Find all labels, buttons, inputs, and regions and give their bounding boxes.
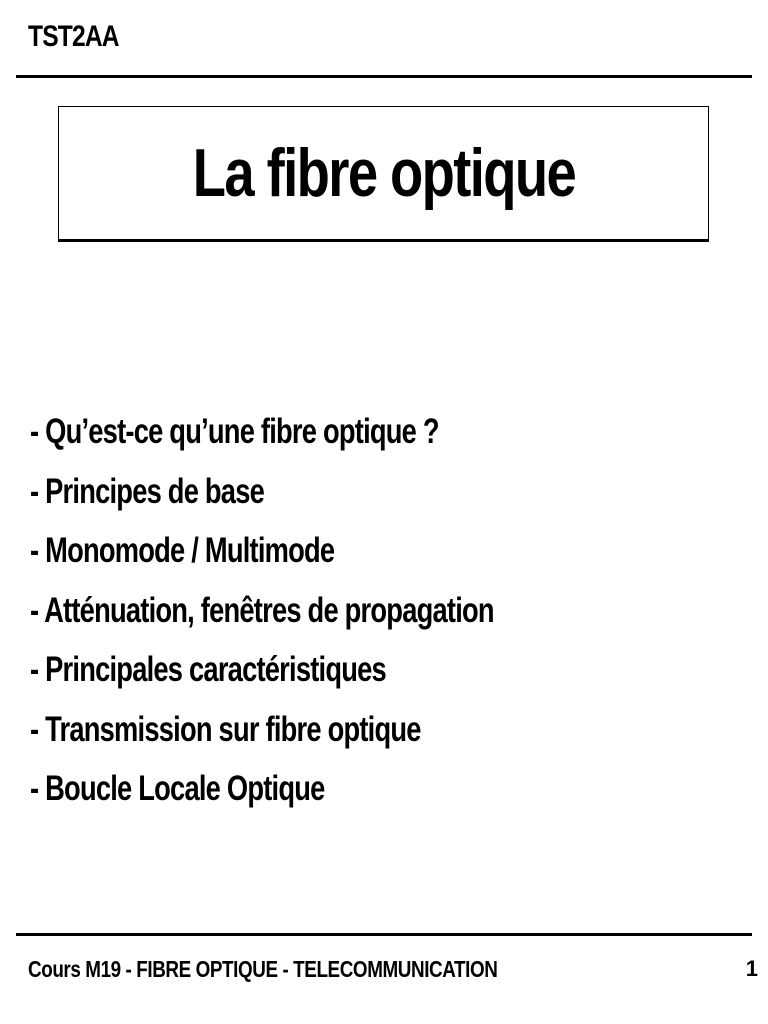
topic-list (30, 406, 625, 823)
title-box (58, 106, 709, 240)
slide-title: La fibre optique (192, 135, 575, 211)
topic-item: - Principes de base (30, 471, 265, 511)
header-divider (16, 75, 752, 78)
topic-item: - Boucle Locale Optique (30, 769, 325, 808)
topic-item: - Atténuation, fenêtres de propagation (30, 590, 494, 630)
page-number: 1 (745, 956, 758, 981)
footer-divider (16, 933, 752, 936)
footer-course-label: Cours M19 - FIBRE OPTIQUE - TELECOMMUNICATION (28, 956, 498, 982)
topic-item: - Principales caractéristiques (30, 650, 386, 689)
topic-item: - Qu’est-ce qu’une fibre optique ? (30, 412, 439, 451)
topic-item: - Transmission sur fibre optique (30, 709, 421, 749)
header-title: TST2AA (28, 20, 119, 53)
topic-item: - Monomode / Multimode (30, 531, 335, 570)
